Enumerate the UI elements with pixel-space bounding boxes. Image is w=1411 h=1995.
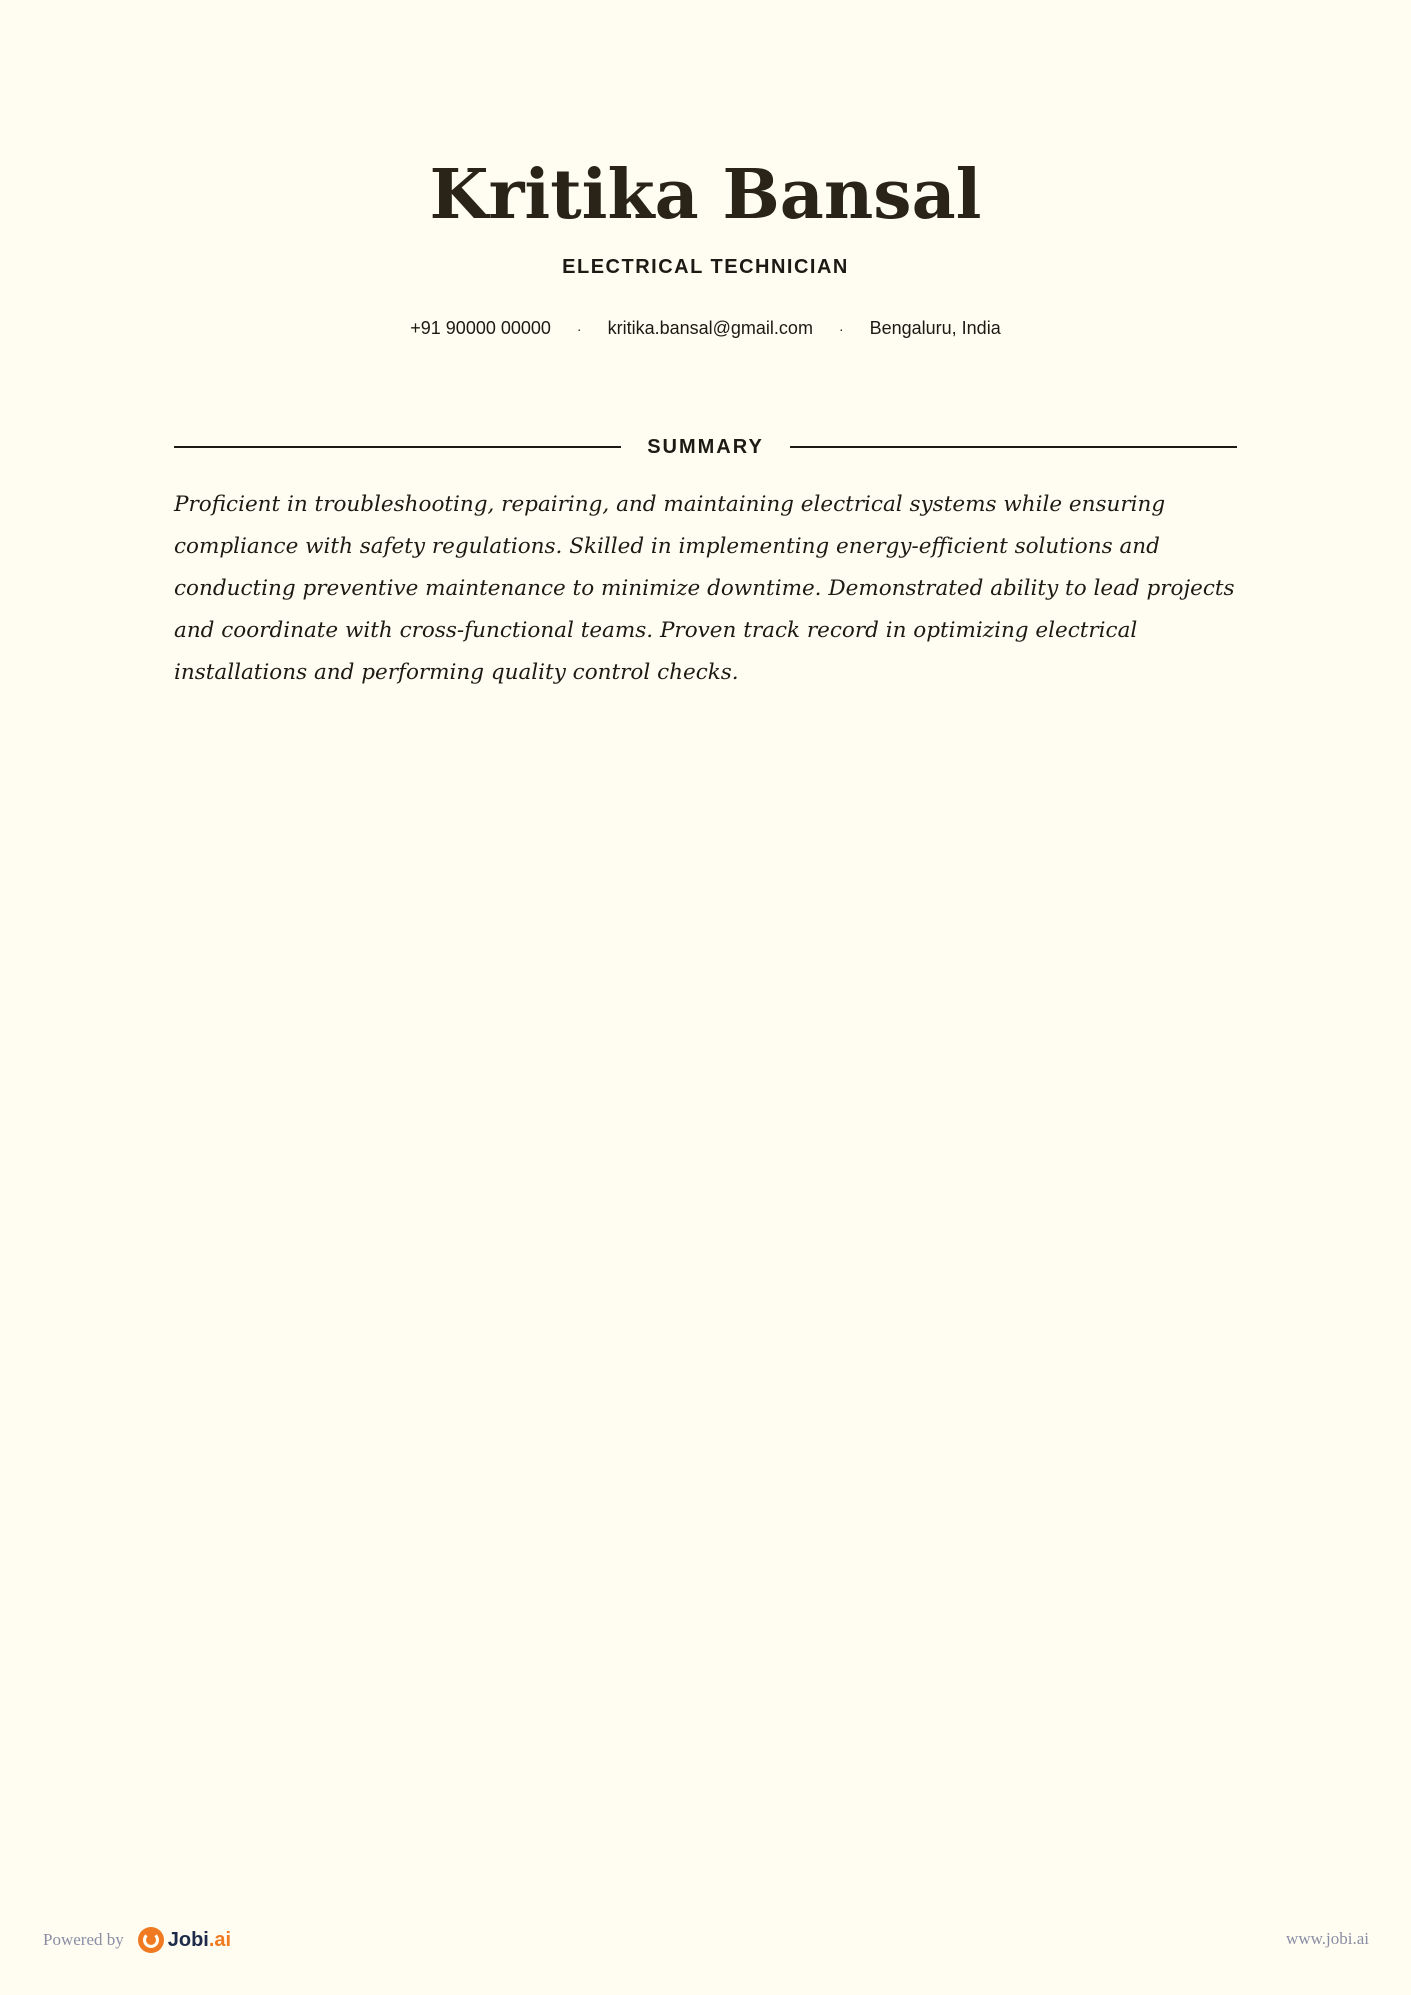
- candidate-name: Kritika Bansal: [429, 155, 982, 235]
- divider-left: [174, 446, 621, 448]
- contact-info: [0, 318, 1411, 339]
- logo-accent-text: .ai: [208, 1928, 232, 1951]
- powered-by-footer: [43, 1927, 231, 1953]
- contact-separator: ·: [576, 320, 582, 337]
- divider-right: [790, 446, 1237, 448]
- logo-main-text: Jobi: [167, 1928, 209, 1951]
- job-title: ELECTRICAL TECHNICIAN: [562, 256, 849, 278]
- website-link[interactable]: www.jobi.ai: [1286, 1929, 1369, 1948]
- summary-heading-row: [174, 432, 1237, 462]
- location: Bengaluru, India: [869, 318, 1001, 338]
- email-address: kritika.bansal@gmail.com: [607, 318, 813, 338]
- powered-by-label: Powered by: [43, 1930, 124, 1949]
- jobi-logo[interactable]: [168, 1929, 231, 1952]
- contact-separator: ·: [838, 320, 844, 337]
- summary-text: Proficient in troubleshooting, repairing, and maintaining electrical systems while ensuring compliance with safety regulations. Skilled in implementing energy-efficient solutions and conducting preventive maintenance to minimize downtime. Demonstrated ability to lead projects and coordinate with cross-functional teams. Proven track record in optimizing electrical installations and performing quality control checks.: [174, 492, 1235, 685]
- phone-number: +91 90000 00000: [410, 318, 551, 338]
- summary-heading: SUMMARY: [647, 435, 764, 458]
- jobi-logo-icon: [138, 1927, 164, 1953]
